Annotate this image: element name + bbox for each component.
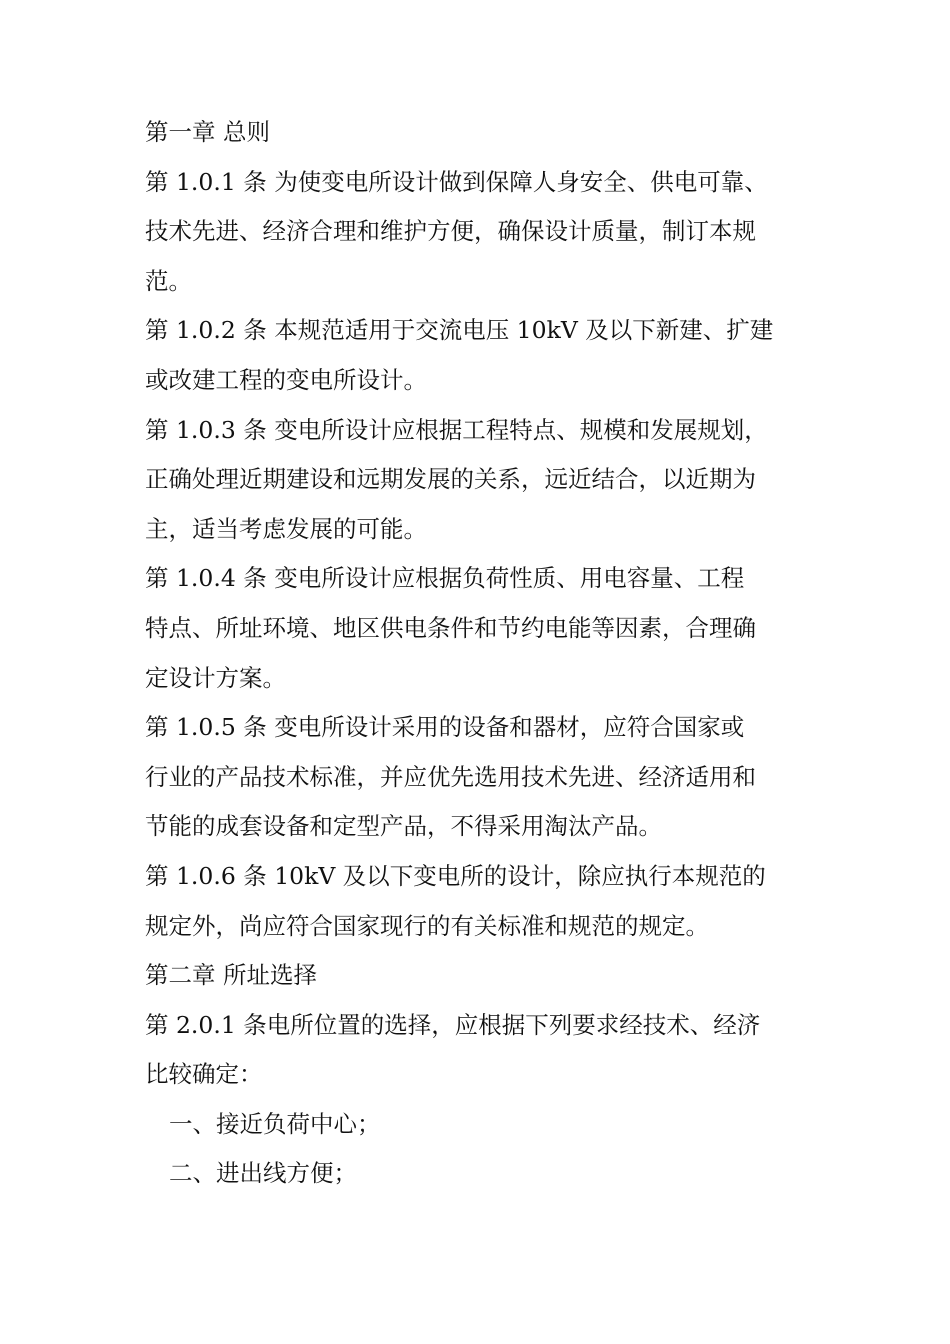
article-1-0-4-line-3: 定设计方案。 <box>145 663 286 692</box>
article-1-0-5-line-2: 行业的产品技术标准，并应优先选用技术先进、经济适用和 <box>145 762 756 791</box>
article-1-0-1-line-1: 第 1.0.1 条 为使变电所设计做到保障人身安全、供电可靠、 <box>145 167 768 196</box>
document-body <box>145 108 810 1199</box>
list-item-2: 二、进出线方便； <box>169 1159 357 1188</box>
article-1-0-5-line-3: 节能的成套设备和定型产品，不得采用淘汰产品。 <box>145 812 662 841</box>
article-1-0-3-line-2: 正确处理近期建设和远期发展的关系，远近结合，以近期为 <box>145 465 756 494</box>
article-2-0-1-line-1: 第 2.0.1 条电所位置的选择，应根据下列要求经技术、经济 <box>145 1010 761 1039</box>
article-1-0-3-line-3: 主，适当考虑发展的可能。 <box>145 514 427 543</box>
article-1-0-1-line-3: 范。 <box>145 266 192 295</box>
article-1-0-2-line-2: 或改建工程的变电所设计。 <box>145 365 427 394</box>
article-1-0-5-line-1: 第 1.0.5 条 变电所设计采用的设备和器材，应符合国家或 <box>145 713 745 742</box>
article-1-0-2-line-1: 第 1.0.2 条 本规范适用于交流电压 10kV 及以下新建、扩建 <box>145 316 774 345</box>
article-1-0-1-line-2: 技术先进、经济合理和维护方便，确保设计质量，制订本规 <box>145 217 756 246</box>
article-2-0-1-line-2: 比较确定： <box>145 1060 263 1089</box>
article-1-0-4-line-1: 第 1.0.4 条 变电所设计应根据负荷性质、用电容量、工程 <box>145 564 745 593</box>
article-1-0-4-line-2: 特点、所址环境、地区供电条件和节约电能等因素，合理确 <box>145 613 756 642</box>
chapter-1-heading: 第一章 总则 <box>145 118 270 146</box>
article-1-0-3-line-1: 第 1.0.3 条 变电所设计应根据工程特点、规模和发展规划， <box>145 415 768 444</box>
article-1-0-6-line-1: 第 1.0.6 条 10kV 及以下变电所的设计，除应执行本规范的 <box>145 861 766 890</box>
list-item-1: 一、接近负荷中心； <box>169 1109 381 1138</box>
chapter-2-heading: 第二章 所址选择 <box>145 961 317 990</box>
article-1-0-6-line-2: 规定外，尚应符合国家现行的有关标准和规范的规定。 <box>145 911 709 940</box>
